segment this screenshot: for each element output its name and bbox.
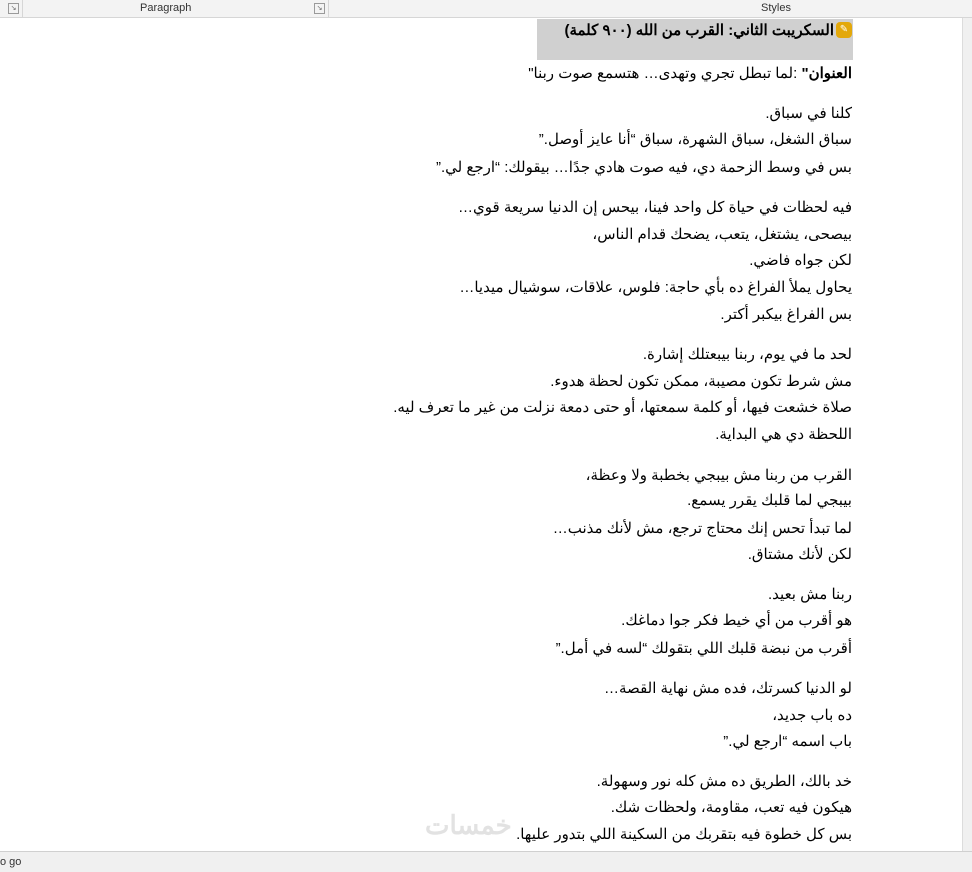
- paragraph-line: فيه لحظات في حياة كل واحد فينا، بيحس إن الدنيا سريعة قوي…: [458, 199, 852, 216]
- watermark: خمسات: [425, 810, 512, 840]
- vertical-scrollbar[interactable]: [962, 18, 972, 851]
- paragraph-line: يحاول يملأ الفراغ ده بأي حاجة: فلوس، علاقات، سوشيال ميديا…: [459, 279, 852, 296]
- paragraph-group-label: Paragraph: [140, 2, 192, 14]
- paragraph-line: بيصحى، يشتغل، يتعب، يضحك قدام الناس،: [592, 226, 852, 243]
- ribbon-separator: [328, 0, 329, 17]
- paragraph-line: كلنا في سباق.: [765, 105, 852, 122]
- paragraph-line: باب اسمه “ارجع لي.”: [723, 733, 852, 750]
- styles-group-label: Styles: [761, 2, 791, 14]
- paragraph-line: لما تبدأ تحس إنك محتاج ترجع، مش لأنك مذنب…: [552, 520, 852, 537]
- paragraph-line: بس كل خطوة فيه بتقربك من السكينة اللي بتدور عليها.: [516, 826, 852, 843]
- ribbon-group-labels: [0, 0, 972, 18]
- paragraph-line: خد بالك، الطريق ده مش كله نور وسهولة.: [596, 773, 852, 790]
- paragraph-line: هيكون فيه تعب، مقاومة، ولحظات شك.: [610, 799, 852, 816]
- title-text: :لما تبطل تجري وتهدى… هتسمع صوت ربنا": [528, 65, 798, 82]
- document-area[interactable]: [0, 18, 972, 851]
- font-dialog-launcher-icon[interactable]: ↘: [8, 3, 19, 14]
- paragraph-line: بس في وسط الزحمة دي، فيه صوت هادي جدًا… بيقولك: “ارجع لي.”: [435, 159, 852, 176]
- paragraph-line: بيبجي لما قلبك يقرر يسمع.: [687, 492, 852, 509]
- paragraph-line: لو الدنيا كسرتك، فده مش نهاية القصة…: [604, 680, 852, 697]
- paragraph-line: هو أقرب من أي خيط فكر جوا دماغك.: [621, 612, 852, 629]
- paragraph-dialog-launcher-icon[interactable]: ↘: [314, 3, 325, 14]
- paragraph-line: لحد ما في يوم، ربنا بيبعتلك إشارة.: [642, 346, 852, 363]
- paragraph-line: اللحظة دي هي البداية.: [715, 426, 852, 443]
- paragraph-line: لكن لأنك مشتاق.: [747, 546, 852, 563]
- paragraph-line: مش شرط تكون مصيبة، ممكن تكون لحظة هدوء.: [550, 373, 852, 390]
- paragraph-line: لكن جواه فاضي.: [749, 252, 852, 269]
- paragraph-line: أقرب من نبضة قلبك اللي بتقولك “لسه في أمل.”: [555, 640, 852, 657]
- paragraph-line: ده باب جديد،: [772, 707, 852, 724]
- ribbon-separator: [22, 0, 23, 17]
- paragraph-line: سباق الشغل، سباق الشهرة، سباق “أنا عايز أوصل.”: [538, 131, 852, 148]
- script-heading: السكريبت الثاني: القرب من الله (٩٠٠ كلمة): [564, 22, 834, 39]
- document-page[interactable]: [0, 18, 962, 851]
- paragraph-line: صلاة خشعت فيها، أو كلمة سمعتها، أو حتى دمعة نزلت من غير ما تعرف ليه.: [393, 399, 852, 416]
- paragraph-line: بس الفراغ بيكبر أكتر.: [720, 306, 852, 323]
- title-line: [528, 65, 852, 83]
- paragraph-line: ربنا مش بعيد.: [768, 586, 852, 603]
- doc-script-icon: ✎: [836, 22, 852, 38]
- status-text: o go: [0, 856, 22, 868]
- paragraph-line: القرب من ربنا مش بيبجي بخطبة ولا وعظة،: [585, 467, 852, 484]
- status-bar: [0, 851, 972, 872]
- title-label: العنوان": [801, 65, 852, 82]
